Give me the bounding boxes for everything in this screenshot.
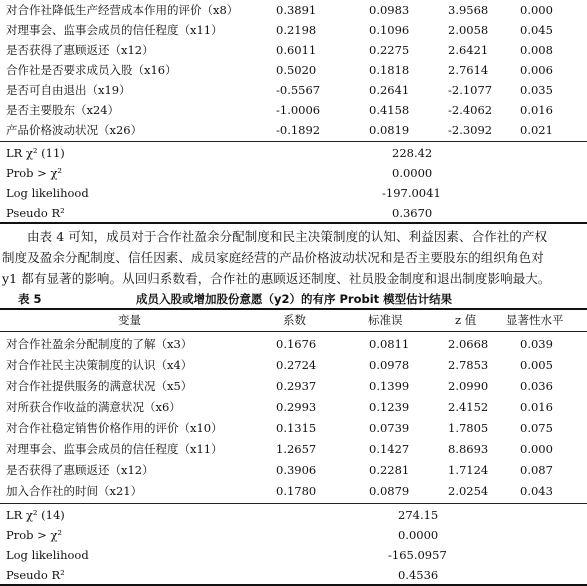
stat-label: Prob > χ² xyxy=(6,166,63,180)
stat-value: 0.3670 xyxy=(392,206,433,220)
row-label: 是否主要股东（x24） xyxy=(6,103,120,117)
se-cell: 0.0879 xyxy=(369,484,410,498)
sig-cell: 0.016 xyxy=(520,400,553,414)
coef-cell: 0.2198 xyxy=(276,23,317,37)
z-cell: 2.0990 xyxy=(448,379,489,393)
coef-cell: 0.2937 xyxy=(276,379,317,393)
z-cell: -2.1077 xyxy=(448,83,493,97)
se-cell: 0.0819 xyxy=(369,123,410,137)
table-row xyxy=(0,376,587,396)
z-cell: 8.8693 xyxy=(448,442,489,456)
stat-value: 0.4536 xyxy=(398,568,439,582)
sig-cell: 0.021 xyxy=(520,123,553,137)
sig-cell: 0.075 xyxy=(520,421,553,435)
se-cell: 0.2641 xyxy=(369,83,410,97)
stat-row xyxy=(0,163,587,183)
stat-label: Prob > χ² xyxy=(6,528,63,542)
se-cell: 0.0739 xyxy=(369,421,410,435)
table-row xyxy=(0,60,587,80)
z-cell: 1.7805 xyxy=(448,421,489,435)
coef-cell: 0.6011 xyxy=(276,43,317,57)
body-paragraph xyxy=(2,226,585,289)
stat-row xyxy=(0,183,587,203)
stat-label: Pseudo R² xyxy=(6,206,65,220)
stat-row xyxy=(0,203,587,223)
sig-cell: 0.016 xyxy=(520,103,553,117)
row-label: 对所获合作收益的满意状况（x6） xyxy=(6,400,181,414)
header-sig: 显著性水平 xyxy=(506,313,564,327)
z-cell: 2.4152 xyxy=(448,400,489,414)
header-se: 标准误 xyxy=(368,313,403,327)
coef-cell: 0.3891 xyxy=(276,3,317,17)
row-label: 对合作社民主决策制度的认识（x4） xyxy=(6,358,193,372)
stat-row xyxy=(0,525,587,545)
table-title: 成员入股或增加股份意愿（y2）的有序 Probit 模型估计结果 xyxy=(136,292,453,306)
sig-cell: 0.000 xyxy=(520,442,553,456)
table-row xyxy=(0,481,587,501)
row-label: 加入合作社的时间（x21） xyxy=(6,484,143,498)
table-row xyxy=(0,120,587,140)
se-cell: 0.2281 xyxy=(369,463,410,477)
se-cell: 0.1239 xyxy=(369,400,410,414)
se-cell: 0.1399 xyxy=(369,379,410,393)
stat-label: LR χ² (11) xyxy=(6,146,65,160)
row-label: 对合作社盈余分配制度的了解（x3） xyxy=(6,337,193,351)
z-cell: 2.0254 xyxy=(448,484,489,498)
row-label: 对合作社提供服务的满意状况（x5） xyxy=(6,379,193,393)
table-divider xyxy=(0,141,587,142)
stat-value: 0.0000 xyxy=(398,528,439,542)
table-row xyxy=(0,0,587,20)
stat-value: 228.42 xyxy=(392,146,433,160)
table-row xyxy=(0,355,587,375)
z-cell: 1.7124 xyxy=(448,463,489,477)
stat-row xyxy=(0,565,587,585)
header-coef: 系数 xyxy=(283,313,306,327)
stat-value: 0.0000 xyxy=(392,166,433,180)
table-row xyxy=(0,397,587,417)
table-row xyxy=(0,334,587,354)
se-cell: 0.1427 xyxy=(369,442,410,456)
stat-row xyxy=(0,143,587,163)
header-divider xyxy=(0,331,587,332)
table-header-row xyxy=(0,310,587,330)
stat-label: Pseudo R² xyxy=(6,568,65,582)
row-label: 是否获得了惠顾返还（x12） xyxy=(6,43,154,57)
z-cell: 3.9568 xyxy=(448,3,489,17)
sig-cell: 0.006 xyxy=(520,63,553,77)
table-caption xyxy=(0,290,587,308)
coef-cell: -1.0006 xyxy=(276,103,321,117)
coef-cell: 0.1676 xyxy=(276,337,317,351)
row-label: 对理事会、监事会成员的信任程度（x11） xyxy=(6,23,223,37)
table-number: 表 5 xyxy=(18,292,42,306)
table-row xyxy=(0,40,587,60)
coef-cell: 0.1780 xyxy=(276,484,317,498)
z-cell: 2.6421 xyxy=(448,43,489,57)
table-row xyxy=(0,418,587,438)
table-row xyxy=(0,439,587,459)
z-cell: 2.0058 xyxy=(448,23,489,37)
coef-cell: 0.3906 xyxy=(276,463,317,477)
row-label: 对合作社稳定销售价格作用的评价（x10） xyxy=(6,421,223,435)
se-cell: 0.0811 xyxy=(369,337,410,351)
se-cell: 0.4158 xyxy=(369,103,410,117)
table-divider xyxy=(0,503,587,504)
sig-cell: 0.043 xyxy=(520,484,553,498)
sig-cell: 0.036 xyxy=(520,379,553,393)
paragraph-line: y1 都有显著的影响。从回归系数看，合作社的惠顾返还制度、社员股金制度和退出制度影响最大。 xyxy=(2,271,551,286)
header-variable: 变量 xyxy=(118,313,141,327)
z-cell: 2.7853 xyxy=(448,358,489,372)
sig-cell: 0.000 xyxy=(520,3,553,17)
se-cell: 0.0983 xyxy=(369,3,410,17)
stat-label: Log likelihood xyxy=(6,548,89,562)
z-cell: 2.7614 xyxy=(448,63,489,77)
coef-cell: 1.2657 xyxy=(276,442,317,456)
coef-cell: 0.2993 xyxy=(276,400,317,414)
sig-cell: 0.087 xyxy=(520,463,553,477)
stat-value: -197.0041 xyxy=(382,186,441,200)
paragraph-line: 由表 4 可知，成员对于合作社盈余分配制度和民主决策制度的认知、利益因素、合作社的产权 xyxy=(27,229,548,244)
row-label: 是否可自由退出（x19） xyxy=(6,83,131,97)
sig-cell: 0.008 xyxy=(520,43,553,57)
coef-cell: -0.5567 xyxy=(276,83,321,97)
coef-cell: 0.5020 xyxy=(276,63,317,77)
row-label: 对合作社降低生产经营成本作用的评价（x8） xyxy=(6,3,239,17)
se-cell: 0.0978 xyxy=(369,358,410,372)
sig-cell: 0.005 xyxy=(520,358,553,372)
row-label: 产品价格波动状况（x26） xyxy=(6,123,143,137)
sig-cell: 0.045 xyxy=(520,23,553,37)
row-label: 合作社是否要求成员入股（x16） xyxy=(6,63,177,77)
z-cell: 2.0668 xyxy=(448,337,489,351)
coef-cell: 0.1315 xyxy=(276,421,317,435)
se-cell: 0.1096 xyxy=(369,23,410,37)
z-cell: -2.4062 xyxy=(448,103,493,117)
coef-cell: 0.2724 xyxy=(276,358,317,372)
sig-cell: 0.035 xyxy=(520,83,553,97)
paragraph-line: 制度及盈余分配制度、信任因素、成员家庭经营的产品价格波动状况和是否主要股东的组织角色对 xyxy=(2,250,544,265)
table-row xyxy=(0,100,587,120)
se-cell: 0.2275 xyxy=(369,43,410,57)
z-cell: -2.3092 xyxy=(448,123,493,137)
header-z: z 值 xyxy=(455,313,477,327)
se-cell: 0.1818 xyxy=(369,63,410,77)
row-label: 是否获得了惠顾返还（x12） xyxy=(6,463,154,477)
table-row xyxy=(0,80,587,100)
row-label: 对理事会、监事会成员的信任程度（x11） xyxy=(6,442,223,456)
table-bottom-rule xyxy=(0,222,587,224)
table-row xyxy=(0,460,587,480)
stat-row xyxy=(0,505,587,525)
stat-value: -165.0957 xyxy=(388,548,447,562)
coef-cell: -0.1892 xyxy=(276,123,321,137)
stat-row xyxy=(0,545,587,565)
sig-cell: 0.039 xyxy=(520,337,553,351)
table-row xyxy=(0,20,587,40)
stat-value: 274.15 xyxy=(398,508,439,522)
stat-label: LR χ² (14) xyxy=(6,508,65,522)
stat-label: Log likelihood xyxy=(6,186,89,200)
